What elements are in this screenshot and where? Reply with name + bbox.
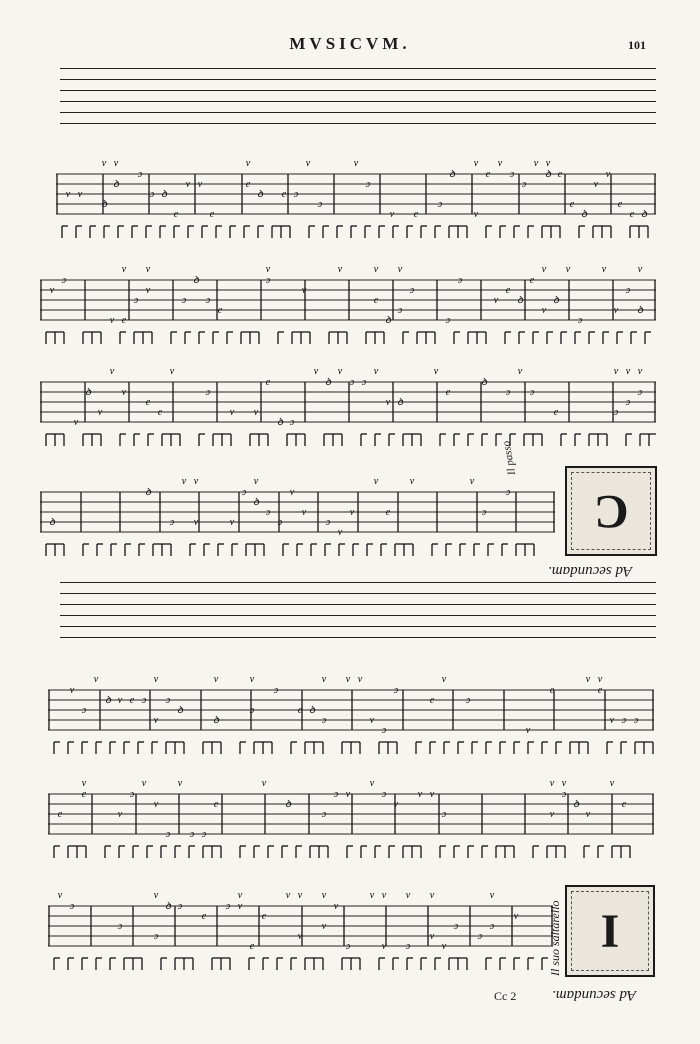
tab-letter: v: [213, 674, 219, 685]
tab-letter: ꝺ: [253, 497, 259, 508]
tab-letter: e: [217, 305, 223, 316]
tab-letter: ɔ: [625, 397, 631, 408]
tab-letter: v: [121, 387, 127, 398]
tab-letter: e: [621, 799, 627, 810]
tab-letter: v: [333, 901, 339, 912]
tab-letter: ɔ: [453, 921, 459, 932]
tab-letter: v: [473, 209, 479, 220]
tab-letter: v: [517, 366, 523, 377]
tab-letter: v: [369, 715, 375, 726]
tab-letter: ꝺ: [161, 189, 167, 200]
tab-letter: ɔ: [361, 377, 367, 388]
tab-letter: ꝺ: [105, 695, 111, 706]
tab-letter: ɔ: [637, 387, 643, 398]
tab-letter: v: [409, 476, 415, 487]
tab-letter: v: [349, 507, 355, 518]
tab-letter: v: [181, 476, 187, 487]
tab-letter: v: [345, 674, 351, 685]
tab-letter: ɔ: [241, 487, 247, 498]
page-number: 101: [628, 38, 646, 52]
tab-letter: ɔ: [325, 517, 331, 528]
tab-letter: v: [193, 517, 199, 528]
tab-letter: ꝺ: [573, 799, 579, 810]
tab-letter: ɔ: [289, 417, 295, 428]
tablature-svg: [48, 884, 553, 984]
tab-letter: ꝺ: [481, 377, 487, 388]
tab-letter: ɔ: [321, 715, 327, 726]
tab-letter: ɔ: [321, 809, 327, 820]
blank-staff: [60, 582, 656, 638]
tab-letter: ꝺ: [581, 209, 587, 220]
tab-letter: ɔ: [149, 189, 155, 200]
tab-letter: v: [609, 778, 615, 789]
tab-letter: ɔ: [265, 275, 271, 286]
tablature-system: [48, 884, 553, 984]
tab-letter: v: [585, 809, 591, 820]
tab-letter: v: [389, 209, 395, 220]
tab-letter: v: [305, 158, 311, 169]
tab-letter: v: [373, 366, 379, 377]
tab-letter: e: [597, 685, 603, 696]
tab-letter: ɔ: [465, 695, 471, 706]
tab-letter: v: [145, 264, 151, 275]
tab-letter: v: [565, 264, 571, 275]
tab-letter: ꝺ: [101, 199, 107, 210]
tab-letter: ɔ: [521, 179, 527, 190]
tab-letter: v: [121, 264, 127, 275]
tab-letter: e: [617, 199, 623, 210]
tab-letter: ɔ: [561, 789, 567, 800]
tab-letter: ꝺ: [517, 295, 523, 306]
tab-letter: ɔ: [225, 901, 231, 912]
tablature-svg: [40, 360, 656, 460]
tab-letter: ɔ: [249, 705, 255, 716]
tab-letter: e: [213, 799, 219, 810]
tab-letter: ɔ: [437, 199, 443, 210]
tab-letter: ɔ: [529, 387, 535, 398]
tab-letter: v: [145, 285, 151, 296]
tab-letter: v: [489, 890, 495, 901]
tab-letter: v: [429, 890, 435, 901]
tab-letter: v: [153, 674, 159, 685]
tab-letter: e: [173, 209, 179, 220]
tab-letter: e: [261, 911, 267, 922]
tab-letter: ɔ: [441, 809, 447, 820]
tablature-system: [56, 152, 656, 252]
tab-letter: v: [253, 476, 259, 487]
tab-letter: v: [113, 158, 119, 169]
tab-letter: v: [625, 366, 631, 377]
tab-letter: v: [193, 476, 199, 487]
tab-letter: e: [485, 169, 491, 180]
tab-letter: v: [117, 809, 123, 820]
tab-letter: v: [385, 397, 391, 408]
tab-letter: v: [637, 366, 643, 377]
tab-letter: e: [629, 209, 635, 220]
tablature-svg: [40, 258, 656, 358]
tab-letter: v: [69, 685, 75, 696]
tab-letter: ꝺ: [193, 275, 199, 286]
tab-letter: v: [493, 295, 499, 306]
tab-letter: ɔ: [633, 715, 639, 726]
tab-letter: e: [413, 209, 419, 220]
tab-letter: ꝺ: [145, 487, 151, 498]
tab-letter: ɔ: [277, 517, 283, 528]
tab-letter: v: [177, 778, 183, 789]
tab-letter: v: [321, 921, 327, 932]
tab-letter: v: [109, 315, 115, 326]
tab-letter: ɔ: [133, 295, 139, 306]
tablature-svg: [48, 668, 654, 768]
tab-letter: e: [245, 179, 251, 190]
tab-letter: e: [529, 275, 535, 286]
decorated-initial-upper: [565, 466, 657, 556]
tab-letter: v: [373, 264, 379, 275]
tab-letter: ꝺ: [385, 315, 391, 326]
tab-letter: v: [57, 890, 63, 901]
initial-letter: C: [593, 484, 629, 538]
tab-letter: ɔ: [477, 931, 483, 942]
tab-letter: ɔ: [201, 829, 207, 840]
tab-letter: v: [321, 674, 327, 685]
tab-letter: v: [337, 527, 343, 538]
tab-letter: v: [237, 890, 243, 901]
tab-letter: v: [229, 517, 235, 528]
tab-letter: ꝺ: [309, 705, 315, 716]
tab-letter: ɔ: [205, 387, 211, 398]
tab-letter: ꝺ: [85, 387, 91, 398]
tab-letter: e: [249, 941, 255, 952]
tab-letter: v: [525, 725, 531, 736]
tab-letter: v: [369, 890, 375, 901]
tab-letter: v: [301, 285, 307, 296]
tab-letter: ꝺ: [449, 169, 455, 180]
tab-letter: ɔ: [445, 315, 451, 326]
tab-letter: v: [101, 158, 107, 169]
tab-letter: v: [261, 778, 267, 789]
tab-letter: ɔ: [349, 377, 355, 388]
tab-letter: ꝺ: [49, 517, 55, 528]
tab-letter: e: [385, 507, 391, 518]
tab-letter: v: [541, 305, 547, 316]
tab-letter: v: [549, 809, 555, 820]
tab-letter: ɔ: [489, 921, 495, 932]
tab-letter: e: [445, 387, 451, 398]
tab-letter: e: [57, 809, 63, 820]
tab-letter: e: [265, 377, 271, 388]
running-head: MVSICVM.: [289, 34, 411, 53]
tab-letter: ꝺ: [113, 179, 119, 190]
tab-letter: ɔ: [205, 295, 211, 306]
tab-letter: ɔ: [509, 169, 515, 180]
tab-letter: v: [393, 799, 399, 810]
tab-letter: v: [473, 158, 479, 169]
tab-letter: v: [97, 407, 103, 418]
tab-letter: ꝺ: [641, 209, 647, 220]
tab-letter: v: [357, 674, 363, 685]
tab-letter: v: [117, 695, 123, 706]
tab-letter: ɔ: [409, 285, 415, 296]
tab-letter: e: [81, 789, 87, 800]
tab-letter: v: [253, 407, 259, 418]
tab-letter: ɔ: [393, 685, 399, 696]
tab-letter: ꝺ: [545, 169, 551, 180]
rotated-caption: Ad secundam.: [552, 987, 637, 1003]
tab-letter: ɔ: [505, 387, 511, 398]
tab-letter: ɔ: [405, 941, 411, 952]
initial-letter: I: [600, 904, 620, 958]
tab-letter: e: [129, 695, 135, 706]
tab-letter: v: [513, 911, 519, 922]
tab-letter: v: [169, 366, 175, 377]
tablature-svg: [56, 152, 656, 252]
tab-letter: v: [265, 264, 271, 275]
tab-letter: v: [185, 179, 191, 190]
tab-letter: ꝺ: [165, 901, 171, 912]
tab-letter: v: [429, 789, 435, 800]
tab-letter: v: [285, 890, 291, 901]
tab-letter: v: [549, 778, 555, 789]
tab-letter: e: [569, 199, 575, 210]
tab-letter: ɔ: [169, 517, 175, 528]
tab-letter: ɔ: [181, 295, 187, 306]
tab-letter: ɔ: [165, 829, 171, 840]
tab-letter: ɔ: [165, 695, 171, 706]
tab-letter: v: [381, 941, 387, 952]
tab-letter: ꝺ: [257, 189, 263, 200]
tab-letter: ɔ: [621, 715, 627, 726]
tablature-system: [40, 258, 656, 358]
tab-letter: v: [441, 941, 447, 952]
tab-letter: ɔ: [81, 705, 87, 716]
tab-letter: v: [429, 931, 435, 942]
tab-letter: ɔ: [141, 695, 147, 706]
tab-letter: v: [433, 366, 439, 377]
tab-letter: ꝺ: [285, 799, 291, 810]
tab-letter: v: [297, 931, 303, 942]
tab-letter: v: [545, 158, 551, 169]
tab-letter: v: [369, 778, 375, 789]
tab-letter: ꝺ: [177, 705, 183, 716]
tab-letter: e: [209, 209, 215, 220]
tab-letter: v: [153, 715, 159, 726]
tab-letter: ɔ: [189, 829, 195, 840]
tab-letter: ɔ: [153, 931, 159, 942]
tab-letter: v: [337, 366, 343, 377]
tab-letter: v: [561, 778, 567, 789]
tab-letter: v: [373, 476, 379, 487]
tablature-svg: [40, 470, 555, 570]
tab-letter: ꝺ: [553, 295, 559, 306]
tab-letter: ɔ: [625, 285, 631, 296]
tab-letter: v: [153, 890, 159, 901]
tab-letter: e: [145, 397, 151, 408]
tab-letter: v: [65, 189, 71, 200]
tab-letter: ꝺ: [213, 715, 219, 726]
tab-letter: e: [281, 189, 287, 200]
tab-letter: v: [297, 890, 303, 901]
tab-letter: v: [353, 158, 359, 169]
tab-letter: v: [337, 264, 343, 275]
tab-letter: ɔ: [69, 901, 75, 912]
tab-letter: ꝺ: [277, 417, 283, 428]
tab-letter: v: [321, 890, 327, 901]
tab-letter: v: [613, 305, 619, 316]
tablature-system: [48, 668, 654, 768]
rotated-caption: Il suo saltarello: [548, 900, 562, 976]
tab-letter: ɔ: [293, 189, 299, 200]
tab-letter: v: [613, 366, 619, 377]
tab-letter: v: [597, 674, 603, 685]
tab-letter: ɔ: [137, 169, 143, 180]
tab-letter: ɔ: [397, 305, 403, 316]
decorated-initial-lower: [565, 885, 655, 977]
tab-letter: v: [497, 158, 503, 169]
tab-letter: ɔ: [129, 789, 135, 800]
tab-letter: ꝺ: [637, 305, 643, 316]
ornament-border: [571, 891, 649, 971]
tab-letter: e: [505, 285, 511, 296]
tab-letter: v: [229, 407, 235, 418]
tab-letter: v: [637, 264, 643, 275]
tab-letter: v: [289, 487, 295, 498]
tab-letter: v: [417, 789, 423, 800]
tab-letter: e: [297, 705, 303, 716]
tab-letter: ɔ: [177, 901, 183, 912]
tab-letter: ɔ: [365, 179, 371, 190]
tab-letter: v: [345, 789, 351, 800]
tab-letter: ɔ: [345, 941, 351, 952]
tab-letter: v: [441, 674, 447, 685]
tab-letter: e: [549, 685, 555, 696]
tab-letter: ɔ: [265, 507, 271, 518]
tab-letter: ɔ: [505, 487, 511, 498]
tab-letter: ɔ: [333, 789, 339, 800]
tab-letter: v: [197, 179, 203, 190]
tab-letter: v: [593, 179, 599, 190]
tab-letter: v: [609, 715, 615, 726]
tab-letter: v: [585, 674, 591, 685]
signature-mark: Cc 2: [494, 989, 517, 1003]
tab-letter: e: [553, 407, 559, 418]
tab-letter: v: [541, 264, 547, 275]
tab-letter: v: [49, 285, 55, 296]
tab-letter: v: [73, 417, 79, 428]
tab-letter: v: [601, 264, 607, 275]
tab-letter: ɔ: [613, 407, 619, 418]
tab-letter: v: [313, 366, 319, 377]
rotated-caption: Il passo: [500, 439, 519, 477]
tab-letter: v: [237, 901, 243, 912]
tab-letter: v: [381, 890, 387, 901]
tablature-svg: [48, 772, 654, 872]
tab-letter: v: [153, 799, 159, 810]
tab-letter: ɔ: [317, 199, 323, 210]
tab-letter: ɔ: [273, 685, 279, 696]
tab-letter: v: [605, 169, 611, 180]
tab-letter: ꝺ: [397, 397, 403, 408]
tab-letter: v: [533, 158, 539, 169]
tab-letter: e: [373, 295, 379, 306]
tab-letter: v: [405, 890, 411, 901]
tab-letter: v: [469, 476, 475, 487]
blank-staff: [60, 68, 656, 124]
tab-letter: ɔ: [577, 315, 583, 326]
tab-letter: ɔ: [481, 507, 487, 518]
tab-letter: e: [121, 315, 127, 326]
rotated-caption: Ad secundam.: [548, 563, 633, 579]
tab-letter: e: [557, 169, 563, 180]
tab-letter: v: [245, 158, 251, 169]
tab-letter: v: [301, 507, 307, 518]
tab-letter: v: [81, 778, 87, 789]
tab-letter: v: [77, 189, 83, 200]
tab-letter: v: [397, 264, 403, 275]
tablature-system: [40, 470, 555, 570]
tab-letter: ɔ: [61, 275, 67, 286]
tab-letter: v: [249, 674, 255, 685]
tab-letter: v: [109, 366, 115, 377]
tablature-system: [48, 772, 654, 872]
tab-letter: v: [93, 674, 99, 685]
tablature-system: [40, 360, 656, 460]
tab-letter: ɔ: [457, 275, 463, 286]
tab-letter: ɔ: [117, 921, 123, 932]
tab-letter: e: [201, 911, 207, 922]
tab-letter: ɔ: [381, 725, 387, 736]
tab-letter: v: [141, 778, 147, 789]
tab-letter: ꝺ: [325, 377, 331, 388]
tab-letter: ɔ: [381, 789, 387, 800]
tab-letter: e: [157, 407, 163, 418]
tab-letter: e: [429, 695, 435, 706]
